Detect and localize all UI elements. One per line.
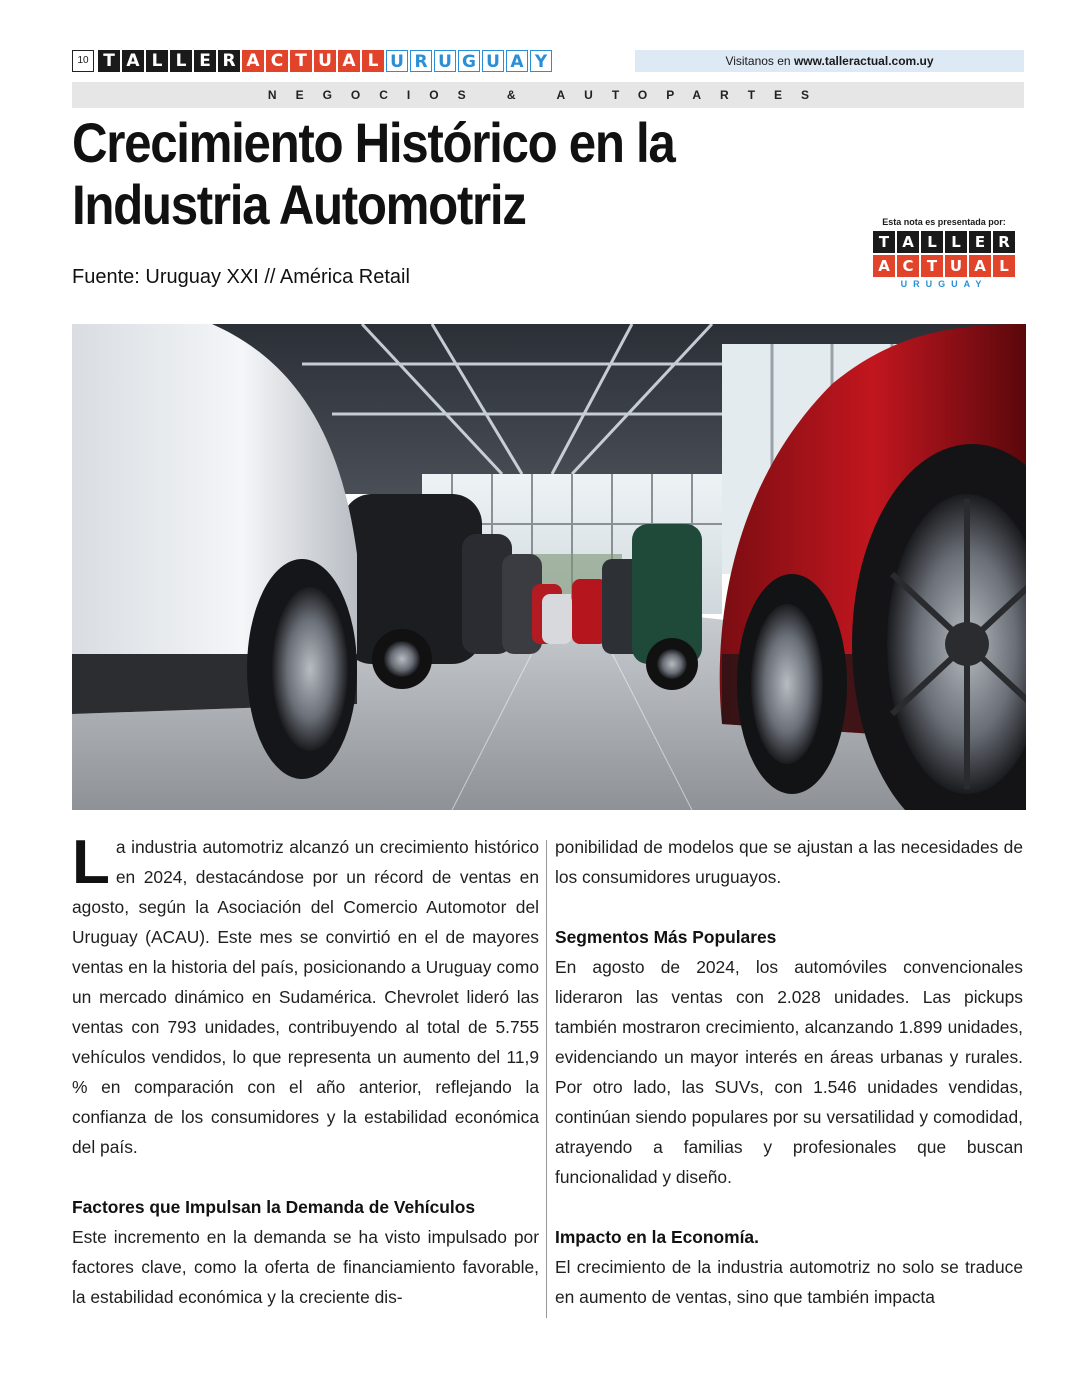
sponsor-letter: A [897, 231, 919, 253]
paragraph-factores: Este incremento en la demanda se ha visto impulsado por factores clave, como la oferta de financiamiento favorable, la estabilidad económica y la creciente dis- [72, 1227, 539, 1307]
brand-letter: A [506, 50, 528, 72]
brand-letter: Y [530, 50, 552, 72]
page-header [72, 50, 1024, 74]
showroom-photo [72, 324, 1026, 810]
article-source: Fuente: Uruguay XXI // América Retail [72, 266, 410, 288]
title-line-2: Industria Automotriz [72, 173, 526, 236]
brand-letter: A [338, 50, 360, 72]
sponsor-letter: E [969, 231, 991, 253]
paragraph-intro [72, 828, 539, 1162]
sponsor-letter: A [969, 255, 991, 277]
brand-letter: T [98, 50, 120, 72]
right-column [555, 832, 1023, 1312]
brand-letter: A [122, 50, 144, 72]
brand-letter: U [314, 50, 336, 72]
brand-letter: U [434, 50, 456, 72]
sponsor-letter: U [945, 255, 967, 277]
sponsor-letter: T [873, 231, 895, 253]
brand-letter: L [362, 50, 384, 72]
page-number: 10 [72, 50, 94, 72]
column-divider [546, 840, 547, 1318]
spacer [72, 1162, 539, 1192]
sponsor-letter: L [993, 255, 1015, 277]
paragraph-segmentos: En agosto de 2024, los automóviles convencionales lideraron las ventas con 2.028 unidades. Las pickups también mostraron crecimiento, alcanzando 1.899 unidades, evidenciando un mayor interés en áreas urbanas y rurales. Por otro lado, las SUVs, con 1.546 unidades vendidas, continúan siendo populares por su versatilidad y comodidad, atrayendo a familias y profesionales que buscan funcionalidad y diseño. [555, 957, 1023, 1187]
brand-letter: C [266, 50, 288, 72]
brand-letter: A [242, 50, 264, 72]
paragraph-intro-text: a industria automotriz alcanzó un crecimiento histórico en 2024, destacándose por un récord de ventas en agosto, según la Asociación del Comercio Automotor del Uruguay (ACAU). Este mes se convirtió en el de mayores ventas en la historia del país, posicionando a Uruguay como un mercado dinámico en Sudamérica. Chevrolet lideró las ventas con 793 unidades, contribuyendo al total de 5.755 vehículos vendidos, lo que representa un aumento del 11,9 % en comparación con el año anterior, reflejando la confianza de los consumidores y la estabilidad económica del país. [72, 837, 539, 1157]
paragraph-factores-cont: ponibilidad de modelos que se ajustan a las necesidades de los consumidores uruguayos. [555, 837, 1023, 887]
drop-cap: L [72, 828, 110, 897]
brand-letter: E [194, 50, 216, 72]
subheading-impacto: Impacto en la Economía. [555, 1227, 759, 1247]
brand-letter: U [386, 50, 408, 72]
spacer [555, 1192, 1023, 1222]
sponsor-letter: C [897, 255, 919, 277]
sponsor-logo-row-2 [866, 255, 1022, 277]
visit-prefix: Visitanos en [725, 54, 794, 68]
section-bar: NEGOCIOS & AUTOPARTES [72, 82, 1024, 108]
sponsor-box [866, 217, 1022, 289]
sponsor-logo-row-1 [866, 231, 1022, 253]
brand-letter: L [170, 50, 192, 72]
subheading-segmentos: Segmentos Más Populares [555, 927, 777, 947]
sponsor-label: Esta nota es presentada por: [882, 217, 1006, 227]
brand-letter: T [290, 50, 312, 72]
article-title [72, 112, 758, 236]
brand-letter: R [218, 50, 240, 72]
visit-banner [635, 50, 1024, 72]
sponsor-letter: T [921, 255, 943, 277]
website-link[interactable]: www.talleractual.com.uy [793, 54, 934, 68]
brand-letter: R [410, 50, 432, 72]
brand-letter: L [146, 50, 168, 72]
brand-logo [98, 50, 554, 74]
sponsor-letter: L [945, 231, 967, 253]
brand-letter: G [458, 50, 480, 72]
sponsor-subtitle: URUGUAY [900, 279, 988, 289]
subheading-factores: Factores que Impulsan la Demanda de Vehículos [72, 1197, 476, 1217]
sponsor-letter: R [993, 231, 1015, 253]
sponsor-letter: L [921, 231, 943, 253]
sponsor-letter: A [873, 255, 895, 277]
paragraph-impacto: El crecimiento de la industria automotriz no solo se traduce en aumento de ventas, sino que también impacta [555, 1257, 1023, 1307]
left-column [72, 828, 539, 1312]
spacer [555, 892, 1023, 922]
brand-letter: U [482, 50, 504, 72]
title-line-1: Crecimiento Histórico en la [72, 111, 675, 174]
